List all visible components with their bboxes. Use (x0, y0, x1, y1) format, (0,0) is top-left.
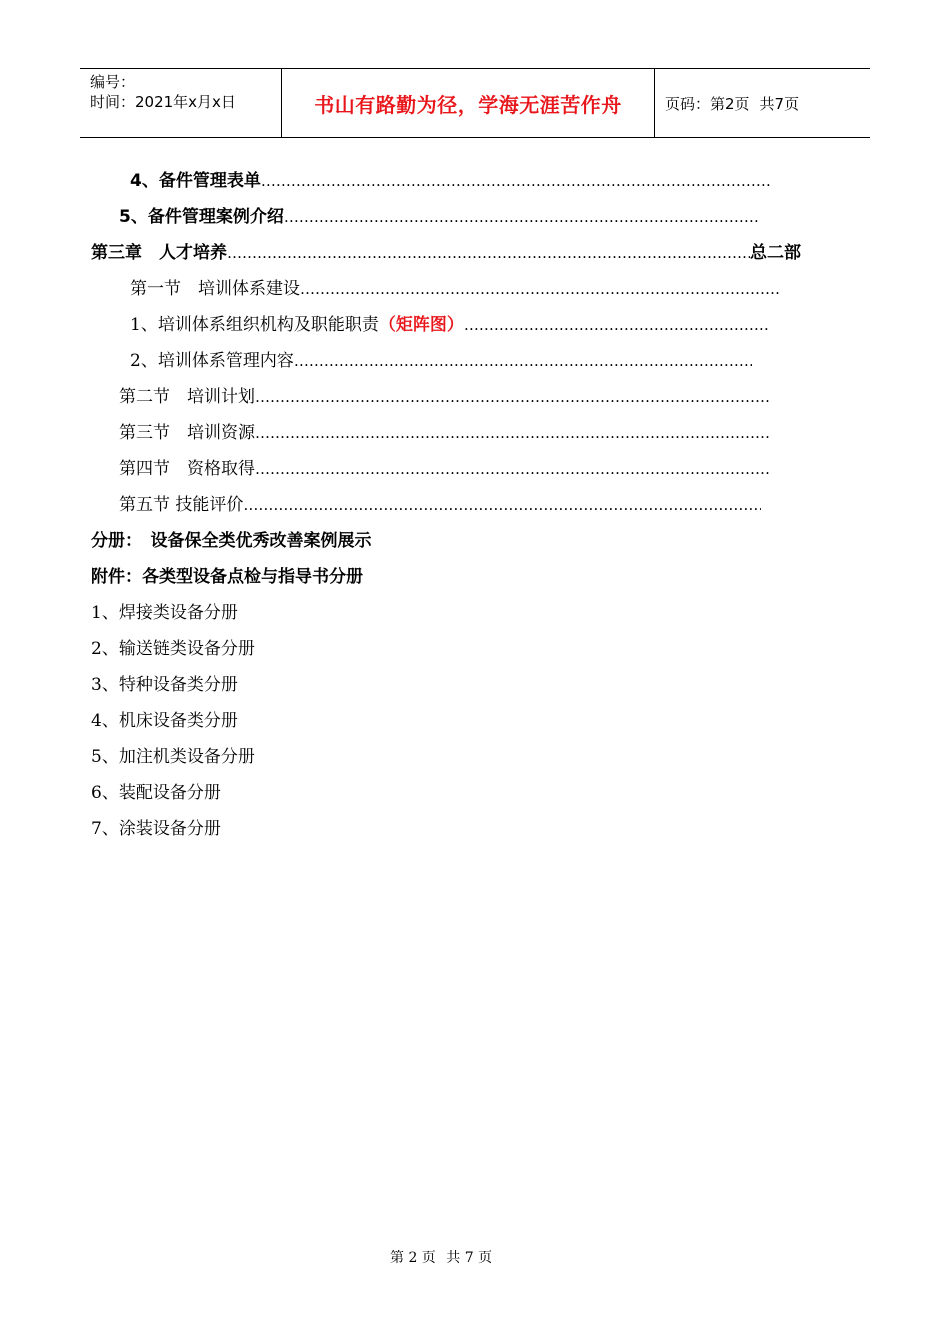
toc-entry[interactable] (130, 276, 780, 302)
toc-entry[interactable] (119, 456, 770, 482)
toc-entry[interactable] (91, 600, 238, 626)
toc-entry[interactable] (91, 636, 255, 662)
toc-entry-title: 7、涂装设备分册 (91, 819, 221, 839)
header-motto: 书山有路勤为径，学海无涯苦作舟 (314, 92, 622, 117)
footer-page-total: 共 7 页 (446, 1250, 493, 1266)
header-meta (80, 69, 281, 137)
toc-entry[interactable] (119, 420, 770, 446)
toc-entry-title: 附件：各类型设备点检与指导书分册 (91, 567, 363, 587)
toc-entry[interactable] (91, 240, 801, 266)
page-header (80, 68, 870, 138)
toc-entry-title: 第一节 培训体系建设 (130, 279, 300, 299)
header-page-info (655, 69, 870, 137)
toc-entry[interactable] (119, 492, 761, 518)
toc-leader (464, 312, 770, 338)
toc-entry[interactable] (119, 384, 770, 410)
toc-leader (255, 420, 770, 446)
toc-entry-title: 4、备件管理表单 (130, 171, 261, 191)
toc-entry-title: 1、培训体系组织机构及职能职责 (130, 315, 379, 335)
toc-entry-title: 第三节 培训资源 (119, 423, 255, 443)
toc-entry[interactable] (91, 780, 221, 806)
toc-leader (284, 204, 760, 230)
footer-page-number: 第 2 页 (390, 1250, 436, 1266)
toc-leader (227, 240, 750, 266)
toc-entry-title: 6、装配设备分册 (91, 783, 221, 803)
toc-entry[interactable] (91, 816, 221, 842)
toc-leader (243, 492, 761, 518)
header-page: 页码：第2页 (665, 94, 750, 113)
toc-entry[interactable] (119, 204, 760, 230)
toc-entry[interactable] (91, 528, 372, 554)
toc-entry-title: 第五节 技能评价 (119, 495, 244, 515)
toc-entry-tail: 总二部 (750, 243, 801, 263)
header-motto-cell (281, 69, 655, 137)
toc-entry-title: 第二节 培训计划 (119, 387, 255, 407)
toc-entry-title: 5、加注机类设备分册 (91, 747, 255, 767)
toc-entry-title: 4、机床设备类分册 (91, 711, 238, 731)
toc-leader (294, 348, 752, 374)
toc-entry-title: 2、输送链类设备分册 (91, 639, 255, 659)
toc-entry-title: 2、培训体系管理内容 (130, 351, 294, 371)
toc-leader (261, 168, 770, 194)
toc-entry-title: 1、焊接类设备分册 (91, 603, 238, 623)
header-number: 编号： (90, 73, 136, 91)
toc-entry-note: （矩阵图） (378, 315, 464, 335)
page-footer (0, 1247, 950, 1267)
toc-entry[interactable] (91, 744, 255, 770)
header-total: 共7页 (759, 94, 800, 113)
toc-entry[interactable] (91, 672, 238, 698)
toc-entry[interactable] (130, 312, 770, 338)
toc-entry[interactable] (91, 564, 363, 590)
toc-entry[interactable] (130, 348, 752, 374)
toc-leader (255, 384, 770, 410)
toc-leader (300, 276, 780, 302)
toc-entry-title: 第四节 资格取得 (119, 459, 255, 479)
toc-entry-title: 3、特种设备类分册 (91, 675, 238, 695)
toc-leader (255, 456, 770, 482)
header-time: 时间：2021年x月x日 (90, 93, 236, 111)
toc-entry[interactable] (91, 708, 238, 734)
toc-entry[interactable] (130, 168, 770, 194)
toc-entry-title: 第三章 人才培养 (91, 243, 227, 263)
toc-entry-title: 5、备件管理案例介绍 (119, 207, 284, 227)
toc-entry-title: 分册： 设备保全类优秀改善案例展示 (91, 531, 372, 551)
